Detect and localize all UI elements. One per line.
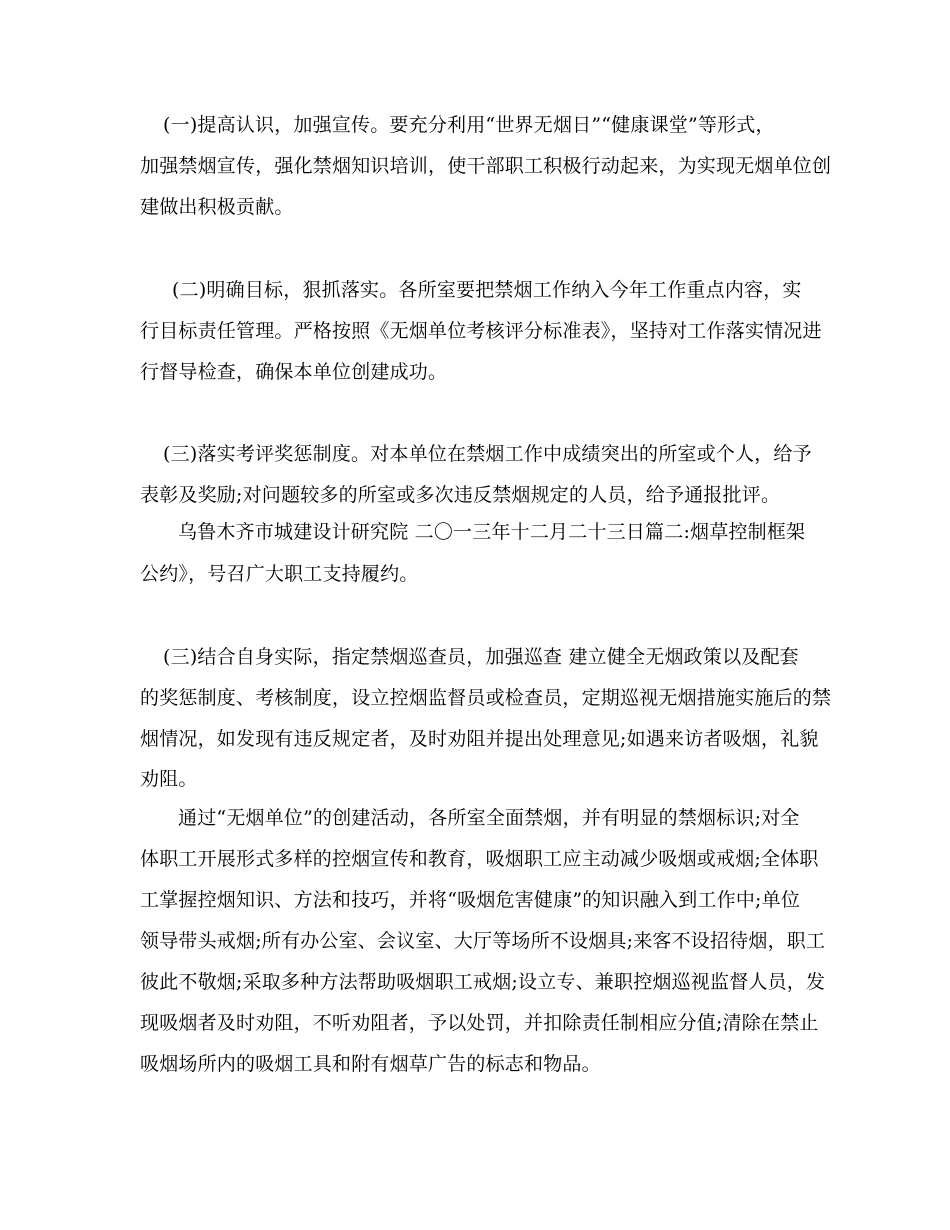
paragraph-1-line-3: 建做出积极贡献。 <box>140 196 294 218</box>
paragraph-6-line-7: 吸烟场所内的吸烟工具和附有烟草广告的标志和物品。 <box>140 1053 601 1075</box>
paragraph-4-line-1: 乌鲁木齐市城建设计研究院 二〇一三年十二月二十三日篇二:烟草控制框架 <box>178 521 806 543</box>
paragraph-4-line-2: 公约》，号召广大职工支持履约。 <box>140 563 419 585</box>
paragraph-2-line-3: 行督导检查，确保本单位创建成功。 <box>140 361 448 383</box>
paragraph-1-line-1: (一)提高认识，加强宣传。要充分利用“世界无烟日”“健康课堂”等形式， <box>163 114 775 136</box>
paragraph-6-line-6: 现吸烟者及时劝阻，不听劝阻者，予以处罚，并扣除责任制相应分值;清除在禁止 <box>140 1012 819 1034</box>
paragraph-1-line-2: 加强禁烟宣传，强化禁烟知识培训，使干部职工积极行动起来，为实现无烟单位创 <box>140 155 832 177</box>
paragraph-6-line-3: 工掌握控烟知识、方法和技巧，并将“吸烟危害健康”的知识融入到工作中;单位 <box>140 889 801 911</box>
paragraph-5-line-3: 烟情况，如发现有违反规定者，及时劝阻并提出处理意见;如遇来访者吸烟，礼貌 <box>140 728 819 750</box>
paragraph-6-line-1: 通过“无烟单位”的创建活动，各所室全面禁烟，并有明显的禁烟标识;对全 <box>178 807 800 829</box>
paragraph-5-line-1: (三)结合自身实际，指定禁烟巡查员，加强巡查 建立健全无烟政策以及配套 <box>163 646 799 668</box>
paragraph-6-line-5: 彼此不敬烟;采取多种方法帮助吸烟职工戒烟;设立专、兼职控烟巡视监督人员，发 <box>140 971 826 993</box>
paragraph-2-line-1: (二)明确目标，狠抓落实。各所室要把禁烟工作纳入今年工作重点内容，实 <box>172 279 802 301</box>
paragraph-6-line-2: 体职工开展形式多样的控烟宣传和教育，吸烟职工应主动减少吸烟或戒烟;全体职 <box>140 848 819 870</box>
paragraph-6-line-4: 领导带头戒烟;所有办公室、会议室、大厅等场所不设烟具;来客不设招待烟，职工 <box>140 930 826 952</box>
paragraph-5-line-4: 劝阻。 <box>140 768 198 790</box>
paragraph-3-line-2: 表彰及奖励;对问题较多的所室或多次违反禁烟规定的人员，给予通报批评。 <box>140 484 781 506</box>
paragraph-2-line-2: 行目标责任管理。严格按照《无烟单位考核评分标准表》，坚持对工作落实情况进 <box>140 320 822 342</box>
paragraph-5-line-2: 的奖惩制度、考核制度，设立控烟监督员或检查员，定期巡视无烟措施实施后的禁 <box>140 687 832 709</box>
paragraph-3-line-1: (三)落实考评奖惩制度。对本单位在禁烟工作中成绩突出的所室或个人，给予 <box>163 443 812 465</box>
